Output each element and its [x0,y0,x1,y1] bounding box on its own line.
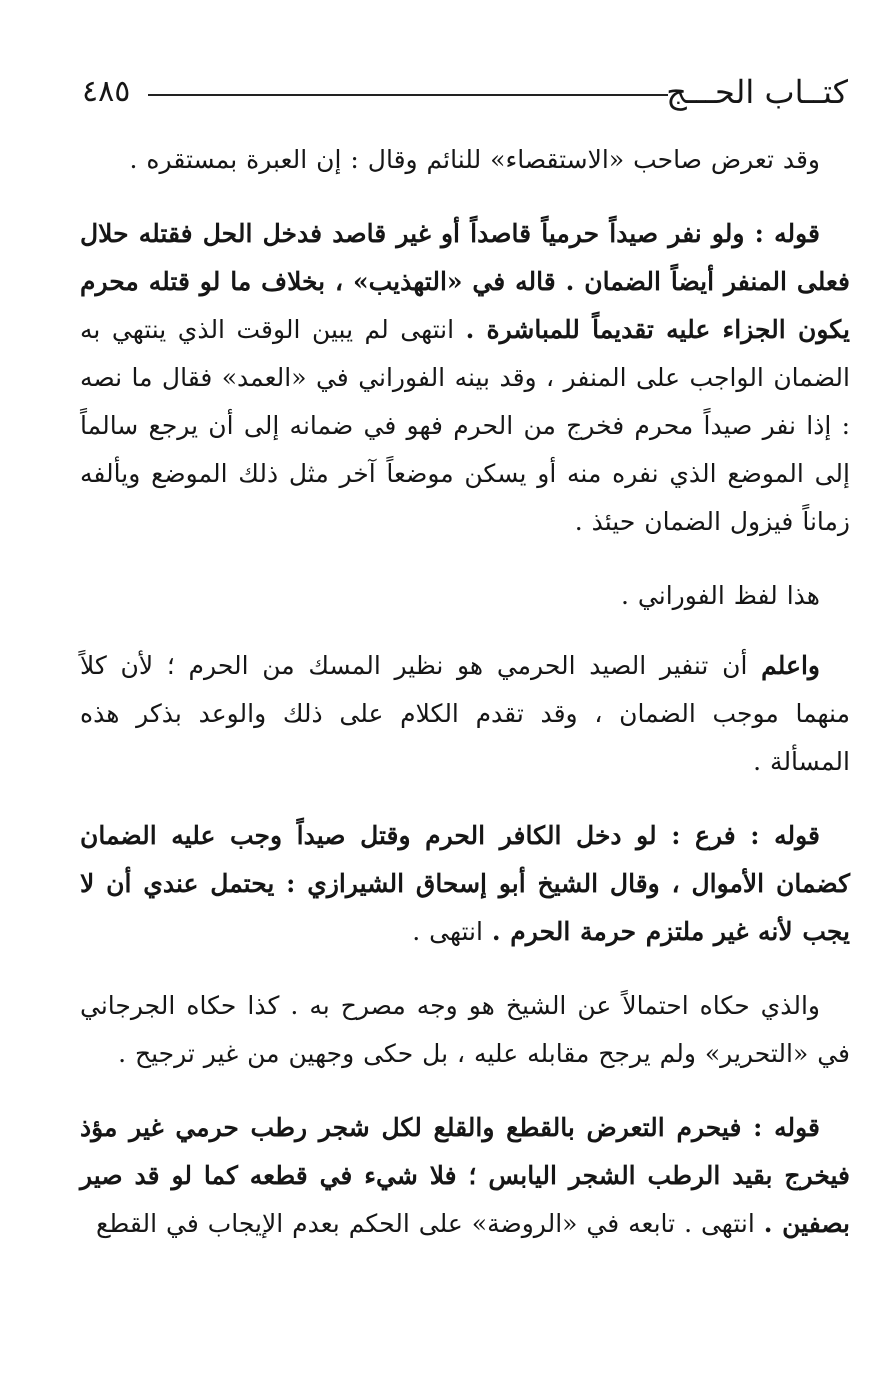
paragraph-5 [80,812,850,956]
paragraph-7-text: انتهى . تابعه في «الروضة» على الحكم بعدم الإيجاب في القطع [96,1209,764,1238]
running-title: كتــاب الحـــج [666,73,848,111]
paragraph-5-bold-text: قوله : فرع : لو دخل الكافر الحرم وقتل صيداً وجب عليه الضمان كضمان الأموال ، وقال الشيخ أبو إسحاق الشيرازي : يحتمل عندي أن لا يجب لأنه غير ملتزم حرمة الحرم . [80,821,850,946]
paragraph-3-text: هذا لفظ الفوراني . [621,581,820,610]
paragraph-6-text: والذي حكاه احتمالاً عن الشيخ هو وجه مصرح به . كذا حكاه الجرجاني في «التحرير» ولم يرجح مقابله عليه ، بل حكى وجهين من غير ترجيح . [80,991,850,1068]
paragraph-6 [80,982,850,1078]
paragraph-4-bold-text: واعلم [761,651,820,680]
page-body [80,136,850,1274]
paragraph-4 [80,642,850,786]
paragraph-2-bold-text: قوله : ولو نفر صيداً حرمياً قاصداً أو غير قاصد فدخل الحل فقتله حلال فعلى المنفر أيضاً الضمان . قاله في «التهذيب» ، بخلاف ما لو قتله محرم يكون الجزاء عليه تقديماً للمباشرة . [80,219,850,344]
page-header [82,70,848,118]
paragraph-5-text: انتهى . [412,917,492,946]
header-rule [148,94,668,96]
paragraph-7-bold-text: قوله : فيحرم التعرض بالقطع والقلع لكل شجر رطب حرمي غير مؤذ فيخرج بقيد الرطب الشجر اليابس ؛ فلا شيء في قطعه كما لو قد صير بصفين . [80,1113,850,1238]
page-number: ٤٨٥ [82,74,131,109]
paragraph-3 [80,572,850,620]
paragraph-4-text: أن تنفير الصيد الحرمي هو نظير المسك من الحرم ؛ لأن كلاً منهما موجب الضمان ، وقد تقدم الكلام على ذلك والوعد بذكر هذه المسألة . [80,651,850,776]
paragraph-1-text: وقد تعرض صاحب «الاستقصاء» للنائم وقال : إن العبرة بمستقره . [129,145,820,174]
paragraph-7 [80,1104,850,1248]
paragraph-2-text: انتهى لم يبين الوقت الذي ينتهي به الضمان الواجب على المنفر ، وقد بينه الفوراني في «العمد» فقال ما نصه : إذا نفر صيداً محرم فخرج من الحرم فهو في ضمانه إلى أن يرجع سالماً إلى الموضع الذي نفره منه أو يسكن موضعاً آخر مثل ذلك الموضع ويألفه زماناً فيزول الضمان حيئذ . [80,315,850,536]
paragraph-2 [80,210,850,546]
paragraph-1 [80,136,850,184]
